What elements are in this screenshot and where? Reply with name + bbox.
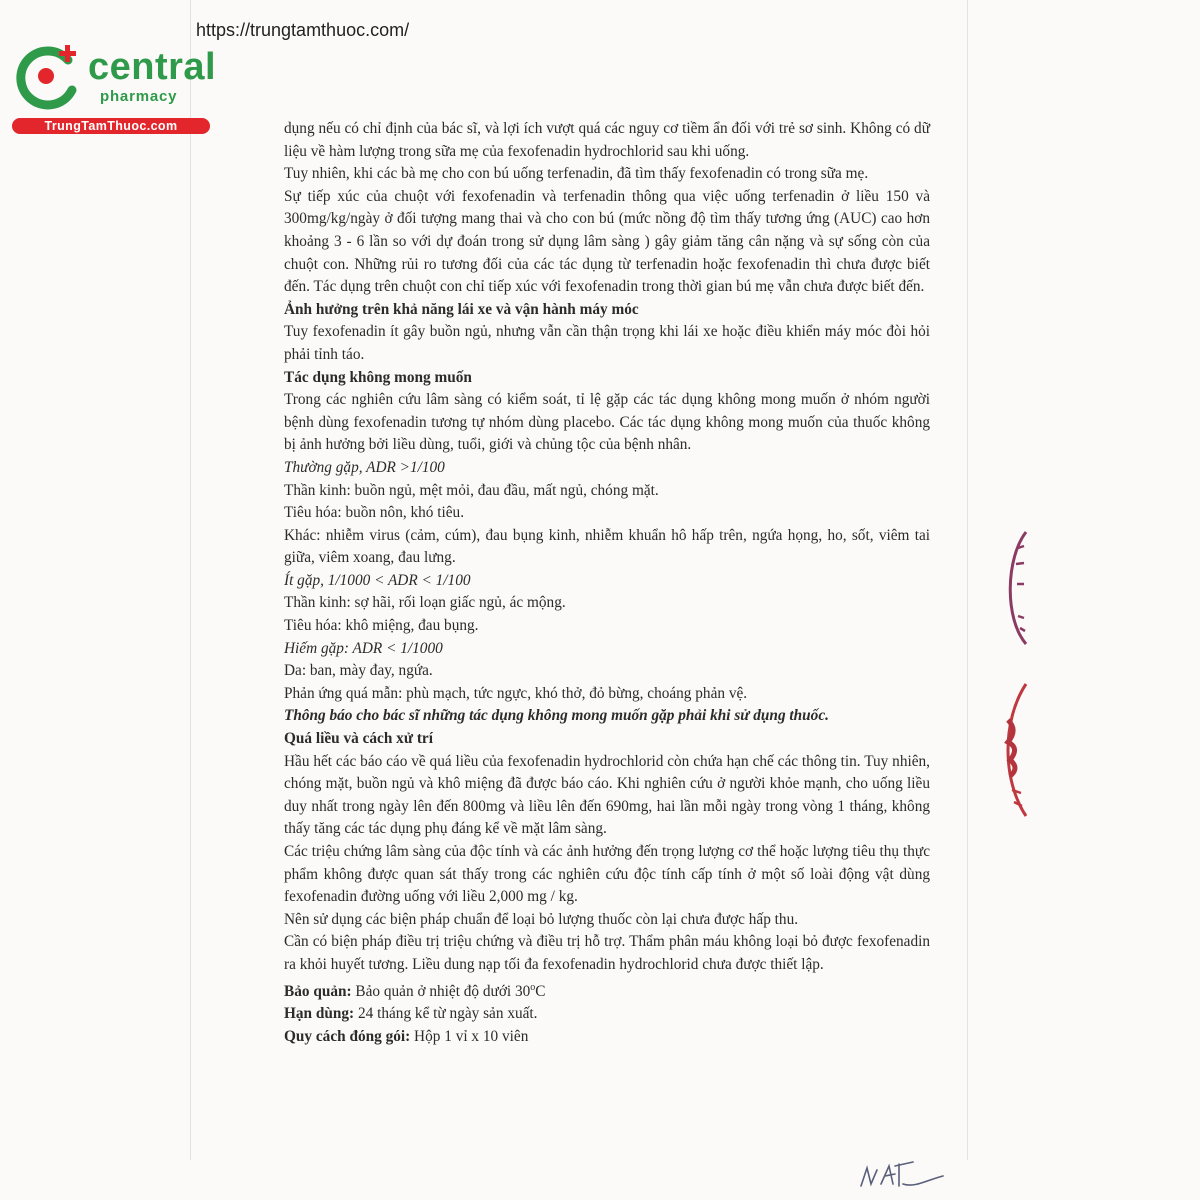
heading-adverse-effects: Tác dụng không mong muốn <box>284 368 472 386</box>
paragraph-adverse-effects: Trong các nghiên cứu lâm sàng có kiểm soát, tỉ lệ gặp các tác dụng không mong muốn ở nhóm người bệnh dùng fexofenadin tương tự nhóm dùng placebo. Các tác dụng không mong muốn của thuốc không bị ảnh hưởng bởi liều dùng, tuổi, giới và chủng tộc của bệnh nhân. <box>284 391 930 454</box>
stamp-fragment-top-icon <box>996 528 1030 648</box>
rare-hypersensitivity: Phản ứng quá mẫn: phù mạch, tức ngực, khó thở, đỏ bừng, choáng phản vệ. <box>284 684 748 702</box>
paragraph-rat-study: Sự tiếp xúc của chuột với fexofenadin và terfenadin thông qua việc uống terfenadin ở liều 150 và 300mg/kg/ngày ở đối tượng mang thai và cho con bú (mức nồng độ tìm thấy tương ứng (AUC) cao hơn khoảng 3 - 6 lần so với dự đoán trong sử dụng lâm sàng ) gây giảm tăng cân nặng và sự sống còn của chuột con. Những rủi ro tương đối của các tác dụng từ terfenadin hoặc fexofenadin thì chưa được biết đến. Tác dụng trên chuột con chỉ tiếp xúc với fexofenadin trong thời gian bú mẹ vẫn chưa được biết đến. <box>284 187 930 296</box>
packaging-value: Hộp 1 vỉ x 10 viên <box>414 1027 529 1045</box>
subheading-common: Thường gặp, ADR >1/100 <box>284 458 445 476</box>
paragraph-driving: Tuy fexofenadin ít gây buồn ngủ, nhưng vẫn cần thận trọng khi lái xe hoặc điều khiển máy móc đòi hỏi phải tỉnh táo. <box>284 323 930 363</box>
storage-value: Bảo quản ở nhiệt độ dưới 30 <box>355 982 531 1000</box>
common-other: Khác: nhiễm virus (cảm, cúm), đau bụng kinh, nhiễm khuẩn hô hấp trên, ngứa họng, ho, sốt, viêm tai giữa, viêm xoang, đau lưng. <box>284 526 930 567</box>
paragraph-overdose-1: Hầu hết các báo cáo về quá liều của fexofenadin hydrochlorid còn chứa hạn chế các thông tin. Tuy nhiên, chóng mặt, buồn ngủ và khô miệng đã được báo cáo. Khi nghiên cứu ở người khỏe mạnh, cho uống liều duy nhất trong ngày lên đến 800mg và liều lên đến 690mg, hai lần mỗi ngày trong vòng 1 tháng, không thấy tăng các tác dụng phụ đáng kể về mặt lâm sàng. <box>284 752 930 838</box>
common-neuro: Thần kinh: buồn ngủ, mệt mỏi, đau đầu, mất ngủ, chóng mặt. <box>284 481 659 499</box>
logo-mark-icon <box>10 38 90 118</box>
subheading-rare: Hiếm gặp: ADR < 1/1000 <box>284 639 443 657</box>
central-pharmacy-logo[interactable] <box>10 38 220 138</box>
packaging-label: Quy cách đóng gói: <box>284 1027 411 1045</box>
signature-icon <box>855 1150 955 1200</box>
logo-subtitle: pharmacy <box>100 88 178 105</box>
document-body <box>284 118 930 1048</box>
storage-unit: C <box>535 982 546 1000</box>
shelf-life-line <box>284 1003 930 1026</box>
stamp-fragment-bottom-icon <box>996 680 1030 820</box>
storage-degree: o <box>530 981 536 993</box>
paragraph-overdose-3: Nên sử dụng các biện pháp chuẩn để loại bỏ lượng thuốc còn lại chưa được hấp thu. <box>284 910 799 928</box>
paragraph-breastfeeding: dụng nếu có chỉ định của bác sĩ, và lợi ích vượt quá các nguy cơ tiềm ẩn đối với trẻ sơ sinh. Không có dữ liệu về hàm lượng trong sữa mẹ của fexofenadin hydrochlorid sau khi uống. <box>284 120 930 160</box>
paragraph-overdose-4: Cần có biện pháp điều trị triệu chứng và điều trị hỗ trợ. Thẩm phân máu không loại bỏ được fexofenadin ra khỏi huyết tương. Liều dung nạp tối đa fexofenadin hydrochlorid chưa được thiết lập. <box>284 933 930 973</box>
logo-banner: TrungTamThuoc.com <box>12 118 210 134</box>
shelf-life-label: Hạn dùng: <box>284 1005 355 1023</box>
storage-label: Bảo quản: <box>284 982 352 1000</box>
packaging-line <box>284 1026 930 1049</box>
source-url[interactable]: https://trungtamthuoc.com/ <box>196 20 410 40</box>
notify-doctor-note: Thông báo cho bác sĩ những tác dụng không mong muốn gặp phải khi sử dụng thuốc. <box>284 707 829 725</box>
storage-line <box>284 977 930 1004</box>
common-digestive: Tiêu hóa: buồn nôn, khó tiêu. <box>284 504 465 522</box>
shelf-life-value: 24 tháng kể từ ngày sản xuất. <box>357 1005 538 1023</box>
paragraph-overdose-2: Các triệu chứng lâm sàng của độc tính và các ảnh hưởng đến trọng lượng cơ thể hoặc lượng tiêu thụ thực phẩm không được quan sát thấy trong các nghiên cứu độc tính cấp tính ở một số loài động vật dùng fexofenadin đường uống với liều 2,000 mg / kg. <box>284 843 930 906</box>
uncommon-digestive: Tiêu hóa: khô miệng, đau bụng. <box>284 617 479 635</box>
paragraph-terfenadin-milk: Tuy nhiên, khi các bà mẹ cho con bú uống terfenadin, đã tìm thấy fexofenadin có trong sữa mẹ. <box>284 165 869 183</box>
heading-driving: Ảnh hưởng trên khả năng lái xe và vận hành máy móc <box>284 300 639 318</box>
uncommon-neuro: Thần kinh: sợ hãi, rối loạn giấc ngủ, ác mộng. <box>284 594 566 612</box>
heading-overdose: Quá liều và cách xử trí <box>284 730 433 748</box>
logo-wordmark: central <box>88 46 217 88</box>
rare-skin: Da: ban, mày đay, ngứa. <box>284 662 433 680</box>
subheading-uncommon: Ít gặp, 1/1000 < ADR < 1/100 <box>284 571 471 589</box>
